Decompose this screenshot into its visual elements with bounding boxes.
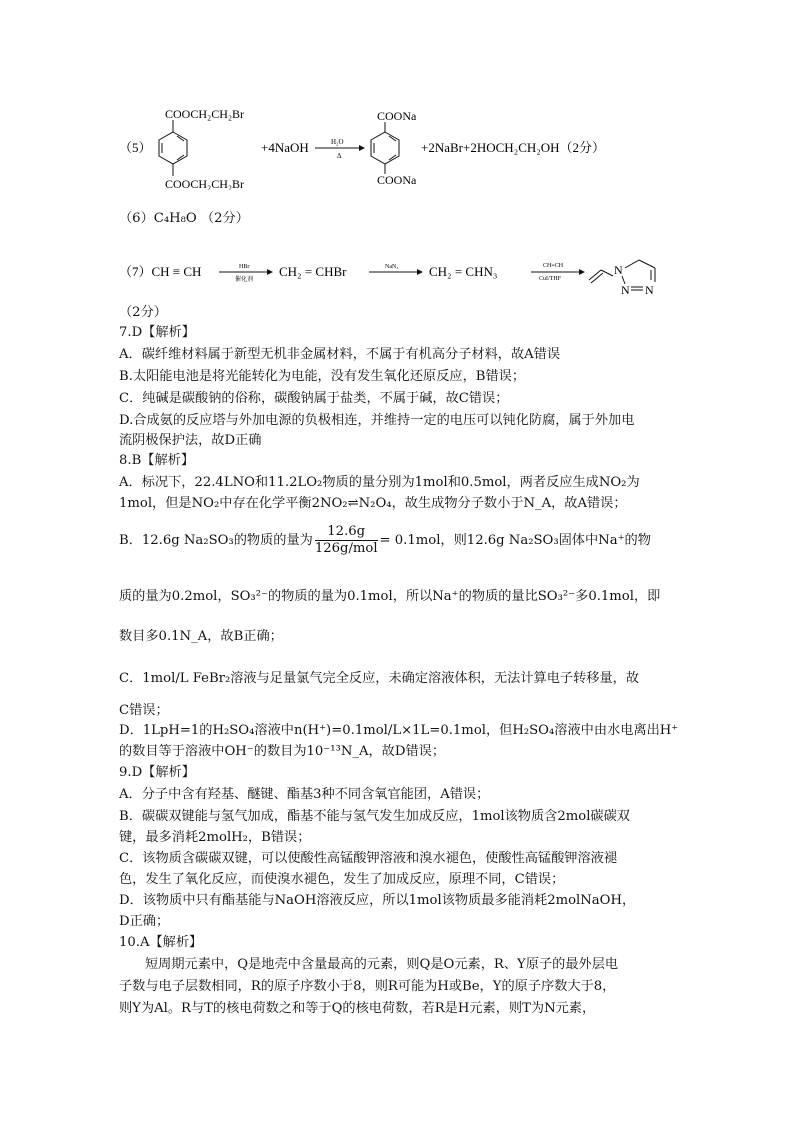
a9-option-b-line2: 键，最多消耗2molH₂，B错误；	[119, 830, 311, 845]
a8-option-a-line1: A．标况下，22.4LNO和11.2LO₂物质的量分别为1mol和0.5mol，两者反应生成NO₂为	[119, 475, 640, 490]
reagent-naoh: +4NaOH	[261, 140, 309, 155]
a8-b-text-before: B．12.6g Na₂SO₃的物质的量为	[119, 533, 313, 548]
a9-heading: 9.D【解析】	[119, 765, 195, 780]
q7-start: （7）CH ≡ CH	[119, 264, 202, 279]
reactant-top-group: COOCH₂CH₂Br	[165, 107, 245, 121]
triazole-n2: N	[621, 283, 630, 297]
q7-cond1-bottom: 催化剂	[235, 277, 254, 283]
a7-heading: 7.D【解析】	[119, 325, 195, 340]
reaction-rest: +2NaBr+2HOCH₂CH₂OH（2分）	[421, 140, 606, 155]
benzene-ring-reactant	[159, 120, 187, 176]
a8-b-text-after: = 0.1mol，则12.6g Na₂SO₃固体中Na⁺的物	[379, 533, 651, 548]
a7-option-c: C．纯碱是碳酸钠的俗称，碳酸钠属于盐类，不属于碱，故C错误；	[119, 391, 509, 406]
q7-cond1-top: HBr	[239, 264, 250, 270]
a9-option-c-line1: C．该物质含碳碳双键，可以使酸性高锰酸钾溶液和溴水褪色，使酸性高锰酸钾溶液褪	[119, 851, 618, 866]
benzene-ring-product	[371, 122, 399, 174]
q6-answer: （6）C₄H₈O （2分）	[119, 211, 249, 226]
a8-option-a-line2: 1mol，但是NO₂中存在化学平衡2NO₂⇌N₂O₄，故生成物分子数小于N_A，故A错误；	[119, 496, 627, 511]
a8-option-b-line1	[119, 524, 679, 558]
condition-top: H₂O	[331, 138, 344, 146]
fraction-numerator: 12.6g	[315, 524, 378, 541]
triazole-n3: N	[645, 283, 654, 297]
q7-step1: CH₂ = CHBr	[279, 264, 347, 279]
q7-cond2-top: NaN₃	[385, 264, 399, 270]
q7-step2: CH₂ = CHN₃	[429, 264, 498, 279]
q7-cond3-bottom: CuI/THF	[539, 276, 562, 282]
a8-option-d-line2: 的数目等于溶液中OH⁻的数目为10⁻¹³N_A，故D错误；	[119, 744, 446, 759]
q7-cond3-top: CH≡CH	[543, 263, 564, 269]
product-top-group: COONa	[377, 109, 417, 123]
reaction-5	[119, 104, 679, 190]
a7-option-a: A．碳纤维材料属于新型无机非金属材料，不属于有机高分子材料，故A错误	[119, 347, 561, 362]
fraction	[315, 524, 378, 557]
a10-heading: 10.A【解析】	[119, 935, 203, 950]
a10-paragraph-line1: 短周期元素中，Q是地壳中含量最高的元素，则Q是O元素，R、Y原子的最外层电	[145, 957, 619, 972]
a8-option-b-line2: 质的量为0.2mol，SO₃²⁻的物质的量为0.1mol，所以Na⁺的物质的量比SO₃²⁻多0.1mol，即	[119, 589, 661, 604]
a8-option-c-line2: C错误；	[119, 703, 169, 718]
a9-option-a: A．分子中含有羟基、醚键、酯基3种不同含氧官能团，A错误；	[119, 787, 490, 802]
a7-option-b: B.太阳能电池是将光能转化为电能，没有发生氧化还原反应，B错误；	[119, 369, 526, 384]
a8-option-b-line3: 数目多0.1N_A，故B正确；	[119, 629, 283, 644]
fraction-denominator: 126g/mol	[314, 541, 378, 556]
a9-option-b-line1: B．碳碳双键能与氢气加成，酯基不能与氢气发生加成反应，1mol该物质含2mol碳碳双	[119, 809, 630, 824]
a9-option-d-line1: D．该物质中只有酯基能与NaOH溶液反应，所以1mol该物质最多能消耗2molNaOH，	[119, 893, 636, 908]
a7-option-d-line2: 流阴极保护法，故D正确	[119, 433, 262, 448]
a8-option-d-line1: D．1LpH=1的H₂SO₄溶液中n(H⁺)=0.1mol/L×1L=0.1mol，但H₂SO₄溶液中由水电离出H⁺	[119, 723, 679, 738]
product-bottom-group: COONa	[377, 173, 417, 187]
q5-number: （5）	[119, 140, 152, 155]
a8-option-c-line1: C．1mol/L FeBr₂溶液与足量氯气完全反应，未确定溶液体积，无法计算电子转移量，故	[119, 671, 640, 686]
a9-option-d-line2: D正确；	[119, 914, 170, 929]
reactant-bottom-group: COOCH₂CH₂Br	[165, 177, 245, 190]
q7-score: （2分）	[119, 305, 167, 320]
a8-heading: 8.B【解析】	[119, 453, 195, 468]
triazole-n1: N	[614, 263, 623, 277]
reaction-7	[119, 250, 679, 298]
condition-bottom: Δ	[337, 152, 342, 160]
a10-paragraph-line3: 则Y为Al。R与T的核电荷数之和等于Q的核电荷数，若R是H元素，则T为N元素，	[119, 1001, 596, 1016]
a10-paragraph-line2: 子数与电子层数相同，R的原子序数小于8，则R可能为H或Be，Y的原子序数大于8，	[119, 979, 616, 994]
a9-option-c-line2: 色，发生了氧化反应，而使溴水褪色，发生了加成反应，原理不同，C错误；	[119, 872, 565, 887]
a7-option-d-line1: D.合成氨的反应塔与外加电源的负极相连，并维持一定的电压可以钝化防腐，属于外加电	[119, 413, 635, 428]
